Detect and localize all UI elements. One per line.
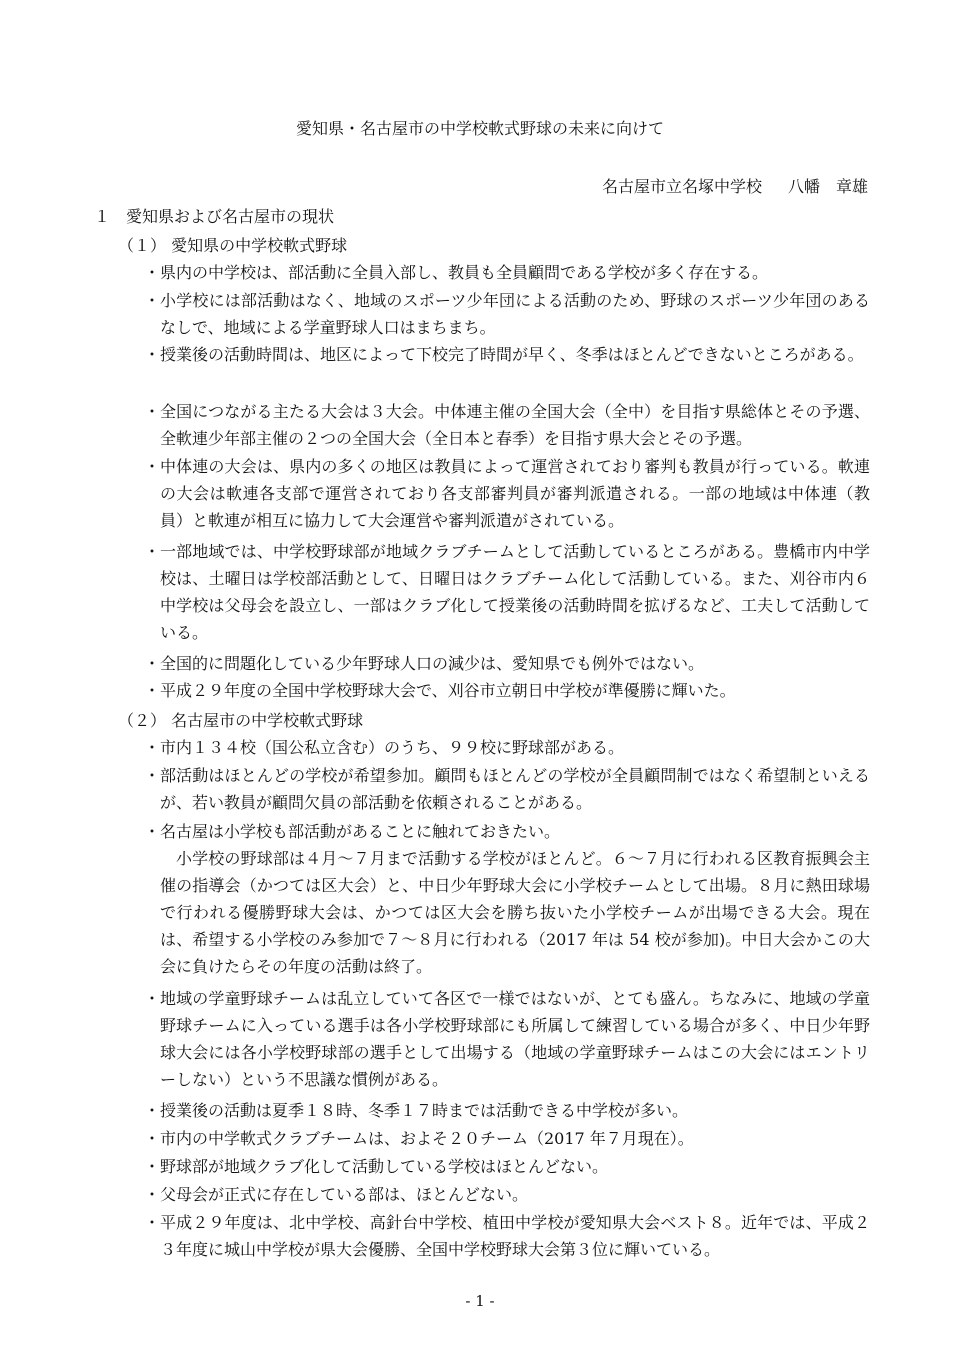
bullet-glyph: ・ bbox=[144, 766, 161, 785]
list-item: ・ 市内１３４校（国公私立含む）のうち、９９校に野球部がある。 bbox=[156, 734, 870, 761]
bullet-glyph: ・ bbox=[144, 681, 161, 700]
list-item: ・ 授業後の活動時間は、地区によって下校完了時間が早く、冬季はほとんどできないところがある。 bbox=[156, 341, 870, 368]
bullet-glyph: ・ bbox=[144, 291, 161, 310]
author-name: 八幡 章雄 bbox=[787, 177, 868, 196]
list-item: ・ 地域の学童野球チームは乱立していて各区で一様ではないが、とても盛ん。ちなみに、地域の学童野球チームに入っている選手は各小学校野球部にも所属して練習している場合が多く、中日少年野球大会には各小学校野球部の選手として出場する（地域の学童野球チームはこの大会にはエントリーしない）という不思議な慣例がある。 bbox=[156, 985, 870, 1093]
list-item: ・ 小学校には部活動はなく、地域のスポーツ少年団による活動のため、野球のスポーツ少年団のあるなしで、地域による学童野球人口はまちまち。 bbox=[156, 287, 870, 341]
bullet-glyph: ・ bbox=[144, 345, 161, 364]
bullet-glyph: ・ bbox=[144, 989, 161, 1008]
bullet-glyph: ・ bbox=[144, 402, 161, 421]
document-title: 愛知県・名古屋市の中学校軟式野球の未来に向けて bbox=[295, 119, 664, 138]
bullet-glyph: ・ bbox=[144, 654, 161, 673]
page-number: - 1 - bbox=[465, 1292, 495, 1310]
list-item: ・ 父母会が正式に存在している部は、ほとんどない。 bbox=[156, 1181, 870, 1208]
list-item: ・ 野球部が地域クラブ化して活動している学校はほとんどない。 bbox=[156, 1153, 870, 1180]
section-heading: １ 愛知県および名古屋市の現状 bbox=[94, 207, 335, 226]
list-item: ・ 全国的に問題化している少年野球人口の減少は、愛知県でも例外ではない。 bbox=[156, 650, 870, 677]
list-item: ・ 全国につながる主たる大会は３大会。中体連主催の全国大会（全中）を目指す県総体とその予選、全軟連少年部主催の２つの全国大会（全日本と春季）を目指す県大会とその予選。 bbox=[156, 398, 870, 452]
list-item: ・ 授業後の活動は夏季１８時、冬季１７時までは活動できる中学校が多い。 bbox=[156, 1097, 870, 1124]
list-item: ・ 県内の中学校は、部活動に全員入部し、教員も全員顧問である学校が多く存在する。 bbox=[156, 259, 870, 286]
subsection-heading-nagoya: （２） 名古屋市の中学校軟式野球 bbox=[118, 711, 364, 730]
bullet-glyph: ・ bbox=[144, 1213, 161, 1232]
list-item: ・ 中体連の大会は、県内の多くの地区は教員によって運営されており審判も教員が行っている。軟連の大会は軟連各支部で運営されており各支部審判員が審判派遣される。一部の地域は中体連（教員）と軟連が相互に協力して大会運営や審判派遣がされている。 bbox=[156, 453, 870, 534]
bullet-glyph: ・ bbox=[144, 1129, 161, 1148]
list-item: ・ 部活動はほとんどの学校が希望参加。顧問もほとんどの学校が全員顧問制ではなく希望制といえるが、若い教員が顧問欠員の部活動を依頼されることがある。 bbox=[156, 762, 870, 816]
subsection-heading-aichi: （１） 愛知県の中学校軟式野球 bbox=[118, 236, 348, 255]
paragraph-elementary-club: 小学校の野球部は４月～７月まで活動する学校がほとんど。６～７月に行われる区教育振興会主催の指導会（かつては区大会）と、中日少年野球大会に小学校チームとして出場。８月に熱田球場で行われる優勝野球大会は、かつては区大会を勝ち抜いた小学校チームが出場できる大会。現在は、希望する小学校のみ参加で７～８月に行われる（2017 年は 54 校が参加)。中日大会かこの大会に負けたらその年度の活動は終了。 bbox=[160, 849, 870, 976]
author-line bbox=[602, 174, 868, 197]
list-item: ・ 平成２９年度は、北中学校、高針台中学校、植田中学校が愛知県大会ベスト８。近年では、平成２３年度に城山中学校が県大会優勝、全国中学校野球大会第３位に輝いている。 bbox=[156, 1209, 870, 1263]
bullet-glyph: ・ bbox=[144, 1185, 161, 1204]
bullet-glyph: ・ bbox=[144, 1157, 161, 1176]
bullet-glyph: ・ bbox=[144, 263, 161, 282]
list-item: ・ 名古屋は小学校も部活動があることに触れておきたい。 bbox=[156, 818, 870, 845]
author-school: 名古屋市立名塚中学校 bbox=[601, 177, 762, 196]
bullet-glyph: ・ bbox=[144, 542, 161, 561]
list-item: ・ 一部地域では、中学校野球部が地域クラブチームとして活動しているところがある。豊橋市内中学校は、土曜日は学校部活動として、日曜日はクラブチーム化して活動している。また、刈谷市内６中学校は父母会を設立し、一部はクラブ化して授業後の活動時間を拡げるなど、工夫して活動している。 bbox=[156, 538, 870, 646]
bullet-glyph: ・ bbox=[144, 822, 161, 841]
list-item: ・ 平成２９年度の全国中学校野球大会で、刈谷市立朝日中学校が準優勝に輝いた。 bbox=[156, 677, 870, 704]
bullet-glyph: ・ bbox=[144, 457, 161, 476]
bullet-glyph: ・ bbox=[144, 738, 161, 757]
list-item: ・ 市内の中学軟式クラブチームは、およそ２０チーム（2017 年７月現在）。 bbox=[156, 1125, 870, 1152]
bullet-glyph: ・ bbox=[144, 1101, 161, 1120]
